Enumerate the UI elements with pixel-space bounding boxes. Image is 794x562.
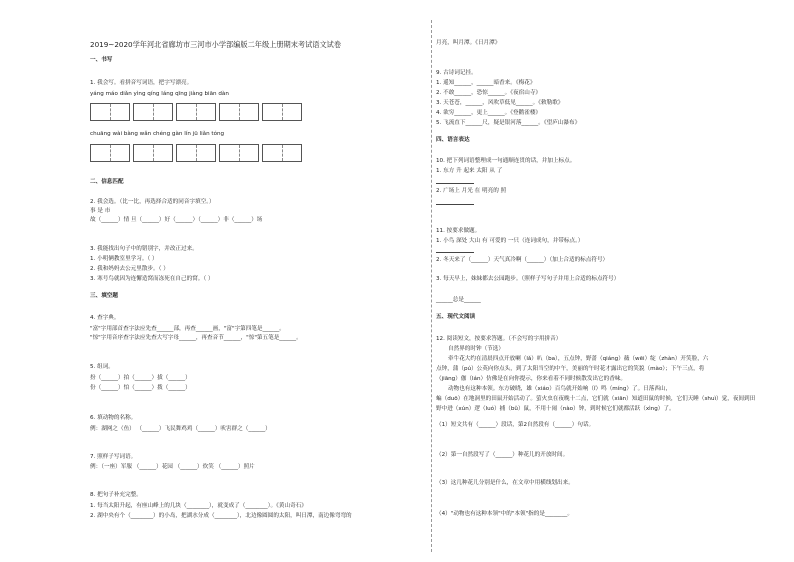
question-5-row-2[interactable]: 份（______）怕（______）拨（______） — [90, 385, 191, 391]
writing-box[interactable] — [133, 144, 173, 162]
reading-question-4[interactable]: （4）"动物也有这种本领"中的"本领"指的是________。 — [436, 511, 573, 517]
question-7: 7. 照样子写词语。 — [90, 454, 137, 460]
section-expression: 四、语言表达 — [436, 137, 470, 143]
writing-grid-1[interactable] — [90, 103, 302, 121]
question-1: 1. 我会写。看拼音写词语，把字写漂亮。 — [90, 80, 193, 86]
question-11-item-2[interactable]: 2. 冬天来了（______）天气真冷啊（______）（加上合适的标点符号） — [436, 257, 609, 263]
column-divider — [431, 20, 432, 552]
question-6-example[interactable]: 例：湖网之（鱼） （______）飞民舞鸡鸡（______）吠害群之（______） — [90, 426, 271, 432]
passage-line-6: 野中进（xún）逻（luó）捕（bǔ）鼠，不用十闹（nào）钟，到时候它们就都活跃（xìng）了。 — [436, 406, 675, 412]
page-title: 2019~2020学年河北省廊坊市三河市小学部编版二年级上册期末考试语文试卷 — [90, 40, 342, 49]
section-writing: 一、书写 — [90, 57, 113, 63]
writing-box[interactable] — [262, 103, 302, 121]
question-9-item-5[interactable]: 5. 飞流直下______尺，疑是银河落______。《望庐山瀑布》 — [436, 120, 581, 126]
writing-box[interactable] — [90, 103, 130, 121]
question-5-row-1[interactable]: 扮（______）拍（______）拔（______） — [90, 375, 191, 381]
question-6: 6. 填动物的名称。 — [90, 415, 137, 421]
question-4-line-1[interactable]: "富"字用部首查字法应先查______部，再查______画，"富"字第四笔是______。 — [90, 326, 285, 332]
section-reading: 五、现代文阅读 — [436, 314, 476, 320]
passage-line-3: （jiāng）伽（lán）仿佛是在向你提示，你来看着不同时候散发出它的香味。 — [436, 376, 626, 382]
question-9: 9. 古诗词记挂。 — [436, 70, 477, 76]
pinyin-row-1: yáng máo diǎn yìng qíng láng qīng jiàng biān dàn — [90, 91, 229, 97]
passage-line-1: 牵牛花大约在清晨四点开放喇（lǎ）叭（ba），五点钟，野蔷（qiáng）薇（wēi）绽（zhàn）开笑脸，六 — [448, 356, 709, 362]
question-8-continued: 月亮，叫月潭。《日月潭》 — [436, 40, 501, 46]
reading-question-1[interactable]: （1）短文共有（______）段话，第2自然段有（______）句话。 — [436, 422, 595, 428]
reading-question-3[interactable]: （3）这几种花儿分别是什么，在文章中用横线划出来。 — [436, 480, 574, 486]
writing-grid-2[interactable] — [90, 144, 302, 162]
question-12: 12. 阅读短文，按要求答题。（不会写的字用拼音） — [436, 336, 562, 342]
question-11-item-4[interactable]: ______总是______ — [436, 297, 481, 303]
question-10-item-1: 1. 东方 升 起来 太阳 从 了 — [436, 168, 503, 174]
passage-line-5: 蝙（duō）在地洞里的田鼠开始活动了。萤火虫在夜晚十二点，它们就（xiān）知道田鼠的时候，它们天睡（shuì）觉，夜间到田 — [436, 396, 756, 402]
question-4-line-2[interactable]: "惊"字用音序查字法应先查大写字母______，再查音节______，"惊"第五笔是______。 — [90, 335, 302, 341]
answer-line[interactable] — [436, 252, 474, 253]
writing-box[interactable] — [219, 103, 259, 121]
writing-box[interactable] — [219, 144, 259, 162]
passage-title: 自然界的时钟（节选） — [448, 346, 504, 352]
question-3: 3. 我能找出句子中的错别字，并改正过来。 — [90, 246, 198, 252]
question-4: 4. 查字典。 — [90, 315, 120, 321]
pinyin-row-2: chuāng wài bàng wǎn chéng gàn lín jū liǎn tóng — [90, 131, 225, 137]
answer-line[interactable] — [436, 204, 474, 205]
question-3-item-1[interactable]: 1. 小明俩教室里学习。（ ） — [90, 256, 158, 262]
writing-box[interactable] — [262, 144, 302, 162]
question-9-item-1[interactable]: 1. 遥知______，______暗香来。《梅花》 — [436, 80, 536, 86]
reading-question-2[interactable]: （2）第一自然段写了（______）种花儿的开放时间。 — [436, 452, 569, 458]
question-8-item-2[interactable]: 2. 湖中央有个（________）的小岛，把湖水分成（________），北边像圆圆的太阳，叫日潭，南边像弯弯的 — [90, 513, 352, 519]
question-5: 5. 组词。 — [90, 364, 114, 370]
writing-box[interactable] — [176, 103, 216, 121]
section-matching: 二、信息匹配 — [90, 179, 124, 185]
writing-box[interactable] — [133, 103, 173, 121]
writing-box[interactable] — [176, 144, 216, 162]
question-2: 2. 我会选。（比一比，再选择合适的同音字填空。） — [90, 199, 215, 205]
question-2-choices: 事 是 市 — [90, 208, 111, 214]
section-fill-blank: 三、填空题 — [90, 293, 118, 299]
answer-line[interactable] — [436, 183, 474, 184]
question-9-item-4[interactable]: 4. 欲穷______，更上______。《登鹳雀楼》 — [436, 110, 542, 116]
question-3-item-2[interactable]: 2. 我和妈妈去公元里散步。（ ） — [90, 266, 169, 272]
question-10: 10. 把下列词语整理成一句通顺连贯的话，并加上标点。 — [436, 158, 576, 164]
passage-line-4: 动物也有这种本领。东方破晓，雄（xiáo）百鸟就开始响（ǐ）鸣（míng）了。日落西山， — [448, 386, 672, 392]
question-9-item-3[interactable]: 3. 天苍苍，______，风吹草低见______。《敕勒歌》 — [436, 100, 564, 106]
question-8-item-1[interactable]: 1. 每当太阳升起，有座山峰上的几块（________），就变成了（________）。《黄山奇石》 — [90, 503, 307, 509]
question-3-item-3[interactable]: 3. 寒号鸟就因为连懈造窝而冻死在自己的窝。（ ） — [90, 276, 214, 282]
question-11-item-1: 1. 小鸟 深处 大山 有 可爱的 一只（连词成句，并带标点。） — [436, 238, 584, 244]
question-10-item-2: 2. 广场上 月光 在 明亮的 照 — [436, 188, 507, 194]
question-11: 11. 按要求做题。 — [436, 228, 481, 234]
question-11-item-3: 3. 每天早上，妹妹都去公园跑步。（照样子写句子并用上合适的标点符号） — [436, 276, 620, 282]
question-8: 8. 把句子补充完整。 — [90, 492, 142, 498]
question-7-example[interactable]: 例：（一座）军服 （______）花园 （______）炊笑 （______）照片 — [90, 464, 255, 470]
question-9-item-2[interactable]: 2. 不敢______，恐惊______。《夜宿山寺》 — [436, 90, 542, 96]
writing-box[interactable] — [90, 144, 130, 162]
passage-line-2: 点钟，蒲（pú）公英向你点头，到了太阳当空的中午，美丽的午时花才露出它的笑貌（mào）；下午三点，将 — [436, 366, 705, 372]
question-2-blanks[interactable]: 故（______）情 旦（______）好（______）（______）非（______）场 — [90, 217, 263, 223]
